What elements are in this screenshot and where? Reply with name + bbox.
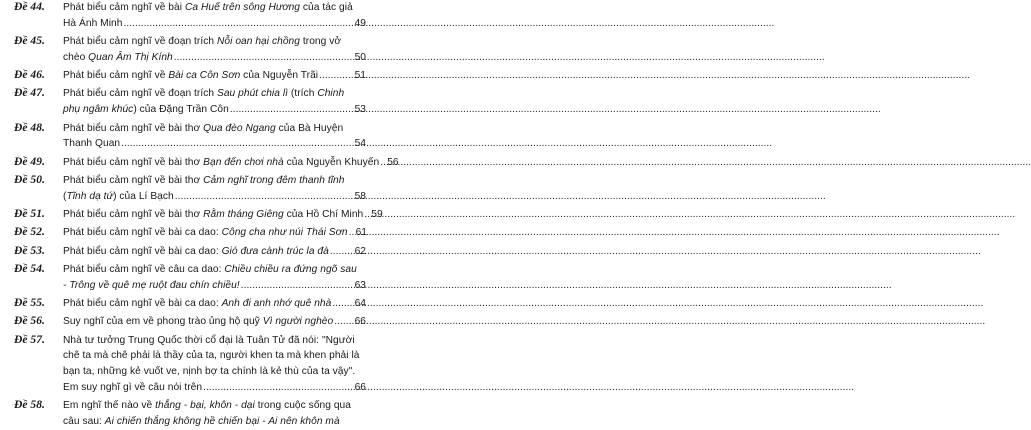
entry-title-text bbox=[63, 36, 341, 47]
entry-prefix: Đề bbox=[14, 399, 28, 412]
toc-entry[interactable] bbox=[0, 225, 400, 241]
entry-title-text bbox=[63, 335, 355, 346]
entry-label bbox=[14, 398, 45, 414]
title-segment: Phát biểu cảm nghĩ về bbox=[63, 70, 169, 82]
title-segment: Nhà tư tưởng Trung Quốc thời cổ đại là Tuân Tử đã nói: "Người bbox=[63, 334, 355, 346]
page-number: 59 bbox=[371, 209, 383, 221]
title-italic-segment: Ca Huế trên sông Hương bbox=[184, 2, 301, 13]
entry-line bbox=[63, 189, 366, 205]
toc-entry[interactable] bbox=[0, 262, 400, 294]
toc-entry[interactable] bbox=[0, 155, 400, 171]
toc-entry[interactable] bbox=[0, 68, 400, 84]
entry-line bbox=[63, 314, 366, 330]
title-segment: Em nghĩ thế nào về bbox=[63, 400, 156, 412]
entry-title-text bbox=[63, 350, 359, 361]
dot-leader bbox=[241, 278, 354, 294]
entry-title-text bbox=[63, 175, 344, 186]
title-segment: ( bbox=[63, 190, 67, 202]
entry-label bbox=[14, 173, 45, 189]
toc-entry[interactable] bbox=[0, 86, 400, 118]
entry-line bbox=[63, 244, 366, 260]
entry-number: 49. bbox=[30, 155, 45, 168]
entry-label bbox=[14, 34, 45, 50]
title-segment: của Nguyễn Khuyến bbox=[283, 156, 380, 168]
entry-title-text bbox=[63, 296, 331, 312]
dot-leader bbox=[319, 68, 353, 84]
entry-number: 55. bbox=[30, 297, 45, 310]
page-number: 51 bbox=[354, 70, 366, 82]
entry-line bbox=[63, 50, 366, 66]
entry-line bbox=[63, 121, 366, 137]
entry-line bbox=[63, 225, 366, 241]
entry-prefix: Đề bbox=[14, 244, 28, 257]
entry-prefix: Đề bbox=[14, 315, 28, 328]
title-italic-segment: Chinh bbox=[317, 88, 345, 100]
entry-line bbox=[63, 16, 366, 32]
toc-entry[interactable] bbox=[0, 121, 400, 153]
entry-label bbox=[14, 314, 45, 330]
entry-label bbox=[14, 121, 45, 137]
title-segment: Suy nghĩ của em về phong trào ủng hộ quỹ bbox=[63, 316, 263, 328]
entry-line bbox=[63, 155, 399, 171]
entry-number: 54. bbox=[30, 262, 45, 275]
title-italic-segment: Vì người nghèo bbox=[262, 316, 334, 328]
title-italic-segment: - Trông về quê mẹ ruột đau chín chiều! bbox=[63, 279, 240, 291]
entry-prefix: Đề bbox=[14, 1, 28, 13]
entry-line bbox=[63, 380, 366, 396]
title-segment: của Nguyễn Trãi bbox=[240, 70, 319, 82]
title-segment: chê ta mà chê phải là thầy của ta, người khen ta mà khen phải là bbox=[63, 350, 360, 362]
toc-entry[interactable] bbox=[0, 173, 400, 205]
entry-title-text bbox=[63, 225, 348, 241]
entry-label bbox=[14, 86, 45, 102]
entry-number: 53. bbox=[30, 244, 45, 257]
entry-prefix: Đề bbox=[14, 173, 28, 186]
entry-line bbox=[63, 173, 366, 189]
entry-line bbox=[63, 102, 366, 118]
title-segment: Phát biểu cảm nghĩ về bài thơ bbox=[63, 174, 204, 186]
entry-title-text bbox=[63, 68, 318, 84]
entry-title-text bbox=[63, 366, 355, 377]
title-segment: Phát biểu cảm nghĩ về bài thơ bbox=[63, 209, 204, 221]
title-segment: Hà Ánh Minh bbox=[63, 17, 123, 29]
entry-line bbox=[63, 207, 383, 223]
title-segment: Phát biểu cảm nghĩ về đoạn trích bbox=[63, 88, 217, 100]
title-segment: ) của Đặng Trần Côn bbox=[133, 104, 229, 116]
title-segment: chèo bbox=[63, 51, 89, 63]
entry-line bbox=[63, 0, 366, 16]
dot-leader bbox=[230, 102, 354, 118]
entry-label bbox=[14, 155, 45, 171]
title-segment: trong cuộc sống qua bbox=[254, 400, 351, 412]
dot-leader bbox=[349, 225, 355, 241]
title-italic-segment: thẳng - bại, khôn - dại bbox=[155, 400, 255, 412]
title-italic-segment: Tĩnh dạ tứ bbox=[66, 190, 114, 202]
table-of-contents bbox=[0, 0, 400, 428]
entry-prefix: Đề bbox=[14, 226, 28, 239]
entry-title-text bbox=[63, 207, 363, 223]
title-segment: Phát biểu cảm nghĩ về đoạn trích bbox=[63, 36, 217, 48]
dot-leader bbox=[330, 244, 354, 260]
dot-leader bbox=[380, 155, 386, 171]
entry-label bbox=[14, 225, 45, 241]
title-italic-segment: Công cha như núi Thái Sơn bbox=[221, 227, 348, 239]
entry-title-text bbox=[63, 136, 120, 152]
entry-line bbox=[63, 86, 366, 102]
toc-entry[interactable] bbox=[0, 398, 400, 430]
entry-number: 46. bbox=[30, 69, 45, 82]
entry-number: 44. bbox=[30, 1, 45, 13]
dot-leader bbox=[123, 16, 353, 32]
entry-prefix: Đề bbox=[14, 87, 28, 100]
dot-leader bbox=[332, 296, 353, 312]
entry-label bbox=[14, 333, 45, 349]
title-segment: Phát biểu cảm nghĩ về câu ca dao: bbox=[63, 263, 225, 275]
dot-leader bbox=[175, 189, 354, 205]
entry-title-text bbox=[63, 314, 333, 330]
entry-title-text bbox=[63, 88, 344, 99]
entry-title-text bbox=[63, 400, 351, 411]
toc-entry[interactable] bbox=[0, 296, 400, 312]
page-number: 63 bbox=[354, 279, 366, 291]
title-italic-segment: Qua đèo Ngang bbox=[203, 122, 276, 134]
entry-label bbox=[14, 207, 45, 223]
entry-label bbox=[14, 296, 45, 312]
entry-line bbox=[63, 398, 366, 414]
entry-line bbox=[63, 136, 366, 152]
toc-entry[interactable] bbox=[0, 314, 400, 330]
toc-entry[interactable] bbox=[0, 207, 400, 223]
title-segment: Phát biểu cảm nghĩ về bài ca dao: bbox=[63, 227, 222, 239]
entry-prefix: Đề bbox=[14, 333, 28, 346]
entry-line bbox=[63, 68, 366, 84]
entry-number: 50. bbox=[30, 173, 45, 186]
page-number: 62 bbox=[354, 245, 366, 257]
title-italic-segment: Cảm nghĩ trong đêm thanh tĩnh bbox=[203, 174, 345, 186]
title-segment: Phát biểu cảm nghĩ về bài ca dao: bbox=[63, 245, 222, 257]
title-segment: bạn ta, những kẻ vuốt ve, nịnh bợ ta chính là kẻ thù của ta vậy". bbox=[63, 366, 356, 378]
entry-title-text bbox=[63, 16, 122, 32]
entry-number: 56. bbox=[30, 315, 45, 328]
entry-title-text bbox=[63, 102, 229, 118]
dot-leader bbox=[121, 136, 353, 152]
entry-title-text bbox=[63, 278, 240, 294]
title-italic-segment: Anh đi anh nhớ quê nhà bbox=[221, 298, 332, 310]
entry-title-text bbox=[63, 244, 329, 260]
title-segment: ) của Lí Bạch bbox=[113, 190, 174, 202]
title-segment: Em suy nghĩ gì về câu nói trên bbox=[63, 382, 203, 394]
dot-leader bbox=[364, 207, 370, 223]
entry-line bbox=[63, 278, 366, 294]
page-number: 61 bbox=[355, 227, 368, 239]
entry-number: 58. bbox=[30, 399, 45, 412]
entry-prefix: Đề bbox=[14, 297, 28, 310]
entry-label bbox=[14, 68, 45, 84]
entry-prefix: Đề bbox=[14, 69, 28, 82]
entry-title-text bbox=[63, 2, 353, 13]
entry-label bbox=[14, 244, 45, 260]
title-segment: của Hồ Chí Minh bbox=[283, 209, 364, 221]
toc-entry[interactable] bbox=[0, 333, 400, 396]
entry-line bbox=[63, 262, 366, 278]
title-italic-segment: Gió đưa cành trúc la đà bbox=[221, 245, 329, 257]
title-segment: Phát biểu cảm nghĩ về bài thơ bbox=[63, 156, 204, 168]
title-italic-segment: Chiều chiều ra đứng ngõ sau bbox=[224, 263, 357, 275]
entry-label bbox=[14, 0, 45, 16]
title-segment: của Bà Huyện bbox=[275, 122, 344, 134]
entry-line bbox=[63, 364, 366, 380]
title-italic-segment: Bài ca Côn Sơn bbox=[168, 70, 241, 82]
title-segment: Phát biểu cảm nghĩ về bài bbox=[63, 2, 185, 13]
entry-number: 47. bbox=[30, 87, 45, 100]
entry-title-text bbox=[63, 155, 379, 171]
page-number: 64 bbox=[354, 298, 366, 310]
page-number: 66 bbox=[354, 382, 366, 394]
page-number: 56 bbox=[387, 156, 399, 168]
entry-title-text bbox=[63, 380, 202, 396]
entry-prefix: Đề bbox=[14, 155, 28, 168]
page-number: 53 bbox=[354, 104, 366, 116]
toc-entry[interactable] bbox=[0, 34, 400, 66]
title-segment: của tác giả bbox=[300, 2, 353, 13]
title-italic-segment: Rằm tháng Giêng bbox=[203, 209, 284, 221]
entry-title-text bbox=[63, 189, 174, 205]
title-italic-segment: Quan Âm Thị Kính bbox=[88, 51, 173, 63]
entry-prefix: Đề bbox=[14, 208, 28, 221]
page-number: 50 bbox=[354, 51, 366, 63]
entry-title-text bbox=[63, 416, 340, 427]
entry-line bbox=[63, 348, 366, 364]
page-number: 58 bbox=[354, 190, 366, 202]
title-segment: Thanh Quan bbox=[63, 138, 121, 150]
title-segment: trong vở bbox=[299, 36, 342, 48]
entry-title-text bbox=[63, 50, 173, 66]
dot-leader bbox=[174, 50, 354, 66]
title-italic-segment: Ai chiến thắng không hề chiến bại - Ai nên khôn mà bbox=[104, 416, 340, 428]
entry-number: 48. bbox=[30, 121, 45, 134]
entry-line bbox=[63, 414, 366, 430]
dot-leader bbox=[203, 380, 353, 396]
entry-number: 45. bbox=[30, 35, 45, 48]
title-italic-segment: phụ ngâm khúc bbox=[63, 104, 134, 116]
entry-line bbox=[63, 34, 366, 50]
entry-line bbox=[63, 296, 366, 312]
entry-title-text bbox=[63, 264, 357, 275]
entry-prefix: Đề bbox=[14, 121, 28, 134]
title-segment: Phát biểu cảm nghĩ về bài thơ bbox=[63, 122, 204, 134]
entry-label bbox=[14, 262, 45, 278]
toc-entry[interactable] bbox=[0, 0, 400, 32]
dot-leader bbox=[334, 314, 353, 330]
title-italic-segment: Sau phút chia lì bbox=[217, 88, 289, 100]
page-number: 66 bbox=[354, 316, 366, 328]
entry-number: 52. bbox=[30, 226, 45, 239]
entry-number: 51. bbox=[30, 208, 45, 221]
title-segment: câu sau: bbox=[63, 416, 105, 428]
title-italic-segment: Nỗi oan hại chồng bbox=[217, 36, 300, 48]
entry-prefix: Đề bbox=[14, 262, 28, 275]
entry-number: 57. bbox=[30, 333, 45, 346]
title-italic-segment: Bạn đến chơi nhà bbox=[203, 156, 284, 168]
entry-prefix: Đề bbox=[14, 35, 28, 48]
title-segment: (trích bbox=[288, 88, 318, 100]
page-number: 54 bbox=[354, 138, 366, 150]
toc-entry[interactable] bbox=[0, 244, 400, 260]
entry-line bbox=[63, 333, 366, 349]
page-number: 49 bbox=[354, 17, 366, 29]
entry-title-text bbox=[63, 123, 343, 134]
title-segment: Phát biểu cảm nghĩ về bài ca dao: bbox=[63, 298, 222, 310]
